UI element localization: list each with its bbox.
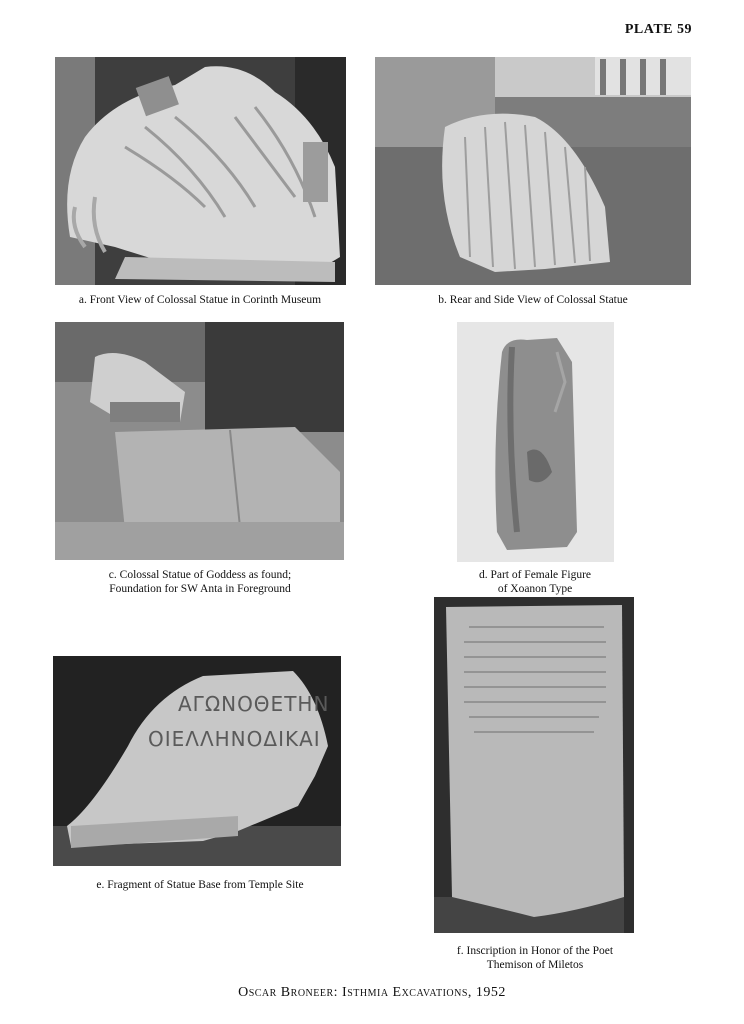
photo-b-colossal-statue-rear — [375, 57, 691, 285]
photo-e-statue-base-fragment — [53, 656, 341, 866]
page-footer: Oscar Broneer: Isthmia Excavations, 1952 — [238, 985, 506, 1000]
plate-label: PLATE 59 — [624, 22, 692, 37]
inscription-e-line-1: ΑΓΩΝΟΘΕΤΗΝ — [178, 692, 330, 716]
caption-c — [40, 568, 360, 596]
caption-c-line-1: c. Colossal Statue of Goddess as found; — [108, 569, 292, 581]
caption-d-line-2: of Xoanon Type — [497, 583, 573, 595]
caption-f-line-2: Themison of Miletos — [486, 959, 584, 971]
caption-a: a. Front View of Colossal Statue in Corinth Museum — [78, 294, 322, 306]
caption-b: b. Rear and Side View of Colossal Statue — [438, 294, 628, 306]
caption-f — [425, 944, 645, 972]
photo-a-colossal-statue-front — [55, 57, 346, 285]
caption-e: e. Fragment of Statue Base from Temple Site — [96, 879, 304, 891]
photo-d-female-figure-xoanon — [457, 322, 614, 562]
photo-c-statue-as-found — [55, 322, 344, 560]
caption-d-line-1: d. Part of Female Figure — [478, 569, 592, 581]
caption-d — [425, 568, 645, 596]
inscription-e-line-2: ΟΙΕΛΛΗΝΟΔΙΚΑΙ — [148, 727, 321, 751]
caption-c-line-2: Foundation for SW Anta in Foreground — [109, 583, 291, 595]
caption-f-line-1: f. Inscription in Honor of the Poet — [456, 945, 614, 957]
photo-f-inscription-themison — [434, 597, 634, 933]
